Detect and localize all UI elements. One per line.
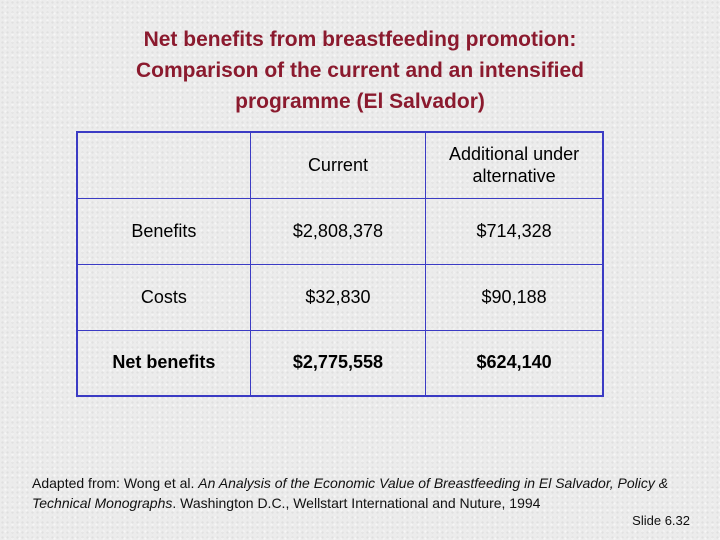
citation-prefix: Adapted from: Wong et al. bbox=[32, 475, 199, 491]
cell-additional: $90,188 bbox=[426, 264, 603, 330]
net-benefits-table bbox=[76, 131, 604, 397]
cell-current: $32,830 bbox=[250, 264, 425, 330]
source-citation bbox=[32, 473, 692, 513]
header-cell-additional: Additional under alternative bbox=[426, 132, 603, 198]
citation-work-title: An Analysis of the Economic Value of Breastfeeding in El Salvador, Policy & Technical Monographs bbox=[32, 475, 669, 511]
table-row-costs bbox=[77, 264, 603, 330]
cell-additional: $714,328 bbox=[426, 198, 603, 264]
cell-current: $2,808,378 bbox=[250, 198, 425, 264]
table-row-net-benefits bbox=[77, 330, 603, 396]
slide-title-line-3: programme (El Salvador) bbox=[235, 90, 485, 113]
table-header-row bbox=[77, 132, 603, 198]
slide-title bbox=[0, 24, 720, 117]
slide-number: Slide 6.32 bbox=[632, 513, 690, 528]
slide-title-line-1: Net benefits from breastfeeding promotion: bbox=[143, 28, 577, 51]
header-cell-empty bbox=[77, 132, 250, 198]
row-label: Benefits bbox=[77, 198, 250, 264]
cell-additional: $624,140 bbox=[426, 330, 603, 396]
row-label: Net benefits bbox=[77, 330, 250, 396]
cell-current: $2,775,558 bbox=[250, 330, 425, 396]
slide-title-line-2: Comparison of the current and an intensified bbox=[135, 59, 585, 82]
table-row-benefits bbox=[77, 198, 603, 264]
row-label: Costs bbox=[77, 264, 250, 330]
header-cell-current: Current bbox=[250, 132, 425, 198]
citation-suffix: . Washington D.C., Wellstart International and Nuture, 1994 bbox=[172, 495, 541, 511]
